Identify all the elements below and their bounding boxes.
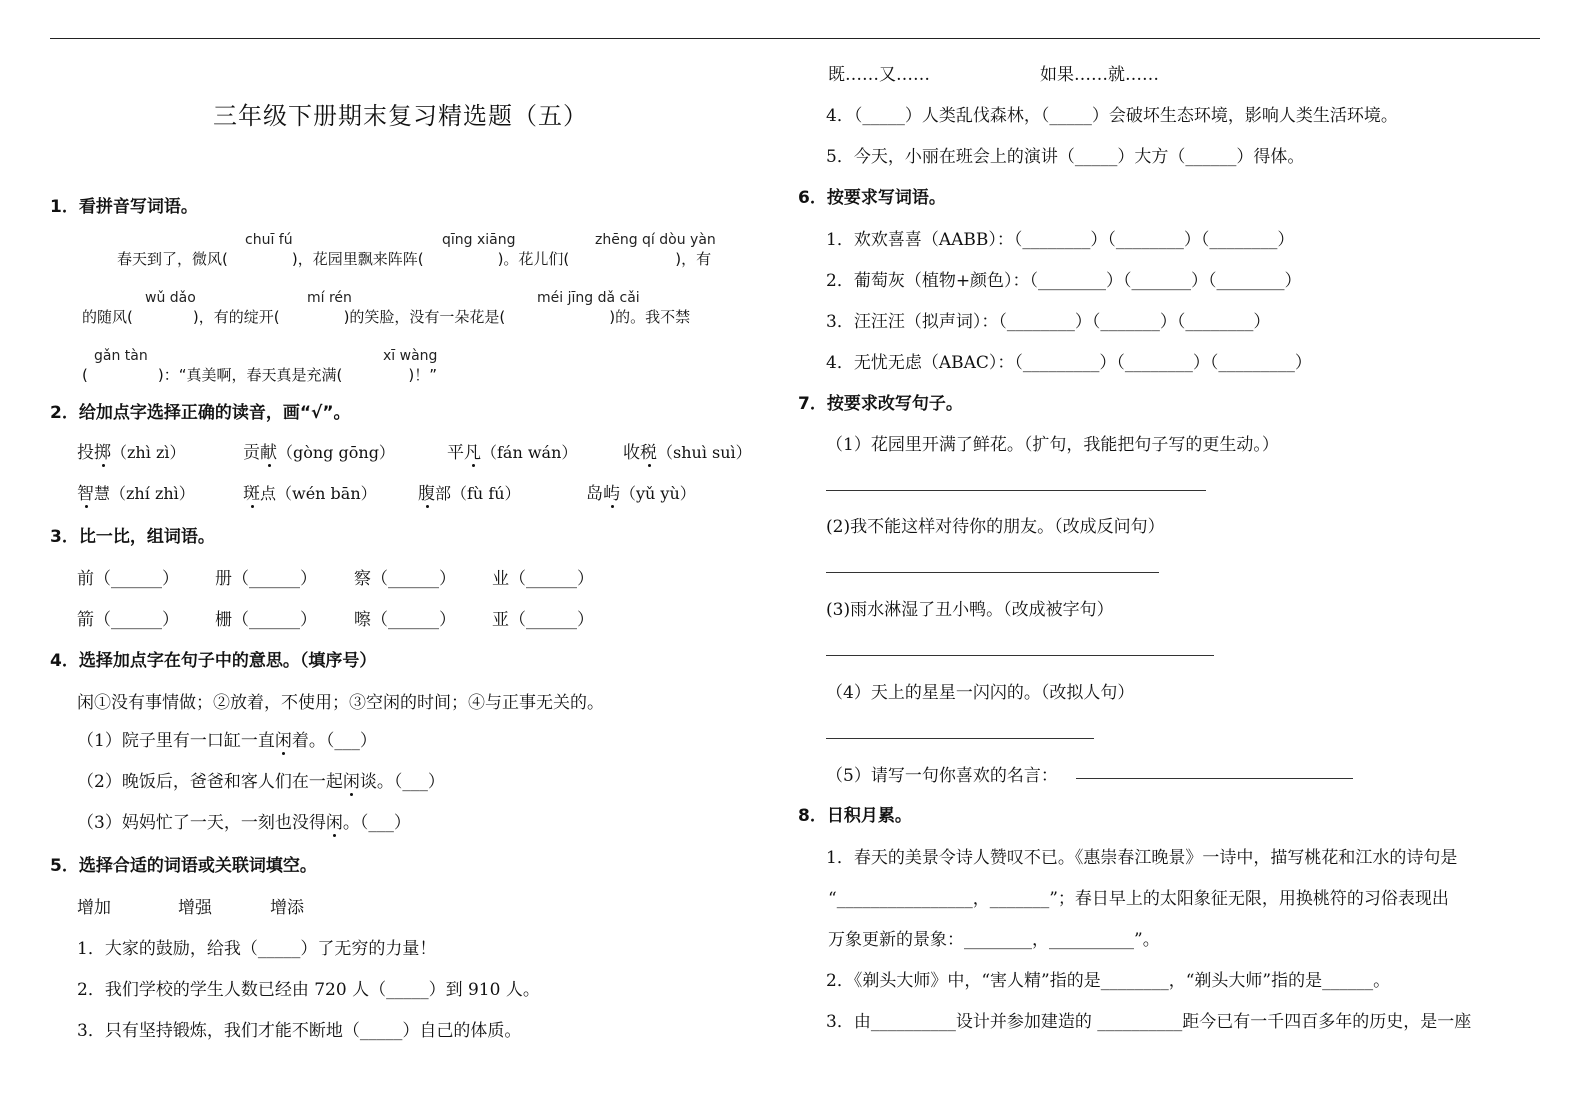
fill-item: 3．只有坚持锻炼，我们才能不断地（_____）自己的体质。	[77, 1021, 522, 1041]
dotted-char: 智	[77, 479, 94, 504]
pinyin-text: )的。我不禁	[609, 308, 691, 326]
pinyin-text: )，有	[675, 250, 712, 268]
question-8-heading: 8．日积月累。	[798, 806, 912, 826]
word-group: 前（______）	[77, 569, 179, 589]
word-choice: 增强	[178, 898, 212, 918]
top-rule	[50, 38, 1540, 39]
word-group: 察（______）	[354, 569, 456, 589]
accumulation-line: 3．由__________设计并参加建造的 __________距今已有一千四百多年的历史，是一座	[826, 1012, 1472, 1032]
pinyin-label: mí rén	[307, 290, 352, 306]
dotted-char: 凡	[464, 438, 481, 463]
word-group: 亚（______）	[492, 610, 594, 630]
question-3-heading: 3．比一比，组词语。	[50, 527, 215, 547]
pinyin-text: )！”	[408, 366, 437, 384]
dotted-char: 屿	[603, 479, 620, 504]
accumulation-line: 1．春天的美景令诗人赞叹不已。《惠崇春江晚景》一诗中，描写桃花和江水的诗句是	[826, 848, 1458, 868]
fill-item: 2．我们学校的学生人数已经由 720 人（_____）到 910 人。	[77, 980, 540, 1000]
rewrite-item: （1）花园里开满了鲜花。（扩句，我能把句子写的更生动。）	[826, 435, 1279, 455]
reading-choice: 智慧（zhí zhì）	[77, 479, 195, 504]
dotted-char: 献	[260, 438, 277, 463]
accumulation-line: 2．《剃头大师》中，“害人精”指的是________，“剃头大师”指的是______。	[826, 971, 1391, 991]
pinyin-text: )，有的绽开(	[192, 308, 280, 326]
rewrite-item: (2)我不能这样对待你的朋友。（改成反问句）	[826, 517, 1165, 537]
dotted-char: 闲	[326, 808, 343, 833]
pinyin-text: )：“真美啊，春天真是充满(	[157, 366, 343, 384]
word-group: 栅（______）	[215, 610, 317, 630]
pinyin-line-2	[82, 306, 690, 327]
reading-choice: 岛屿（yǔ yù）	[586, 479, 696, 504]
conjunction-choice: 既……又……	[828, 65, 930, 85]
answer-line[interactable]	[826, 738, 1094, 739]
question-2-heading: 2．给加点字选择正确的读音，画“√”。	[50, 403, 351, 423]
reading-choice: 投掷（zhì zì）	[77, 438, 186, 463]
fill-item: 5．今天，小丽在班会上的演讲（_____）大方（______）得体。	[826, 147, 1305, 167]
dotted-char: 闲	[343, 767, 360, 792]
word-choice: 增添	[270, 898, 304, 918]
word-item: 1．欢欢喜喜（AABB）：（________）（________）（________）	[826, 230, 1295, 250]
answer-line[interactable]	[826, 655, 1214, 656]
dotted-char: 腹	[418, 479, 435, 504]
pinyin-label: qīng xiāng	[442, 232, 516, 248]
word-item: 2．葡萄灰（植物+颜色）：（________）（_______）（________）	[826, 271, 1302, 291]
pinyin-label: chuī fú	[245, 232, 293, 248]
answer-line[interactable]	[826, 490, 1206, 491]
reading-choice: 收税（shuì suì）	[623, 438, 752, 463]
answer-line[interactable]	[826, 572, 1159, 573]
dotted-char: 斑	[243, 479, 260, 504]
reading-choice: 斑点（wén bān）	[243, 479, 377, 504]
word-group: 册（______）	[215, 569, 317, 589]
word-group: 箭（______）	[77, 610, 179, 630]
word-choice: 增加	[77, 898, 111, 918]
accumulation-line: 万象更新的景象：________，__________”。	[828, 930, 1160, 950]
question-7-heading: 7．按要求改写句子。	[798, 394, 963, 414]
answer-line[interactable]	[1076, 778, 1353, 779]
meaning-item: （3）妈妈忙了一天，一刻也没得闲。（___）	[77, 808, 411, 833]
word-item: 3．汪汪汪（拟声词）：（________）（_______）（________）	[826, 312, 1271, 332]
question-5-heading: 5．选择合适的词语或关联词填空。	[50, 856, 317, 876]
pinyin-line-3	[82, 364, 437, 385]
pinyin-label: xī wàng	[383, 348, 438, 364]
word-item: 4．无忧无虑（ABAC）：（_________）（________）（_________）	[826, 353, 1312, 373]
pinyin-text: )。花儿们(	[497, 250, 570, 268]
fill-item: 4．（_____）人类乱伐森林，（_____）会破坏生态环境，影响人类生活环境。	[826, 106, 1398, 126]
pinyin-text: )的笑脸，没有一朵花是(	[343, 308, 506, 326]
dotted-char: 掷	[94, 438, 111, 463]
reading-choice: 平凡（fán wán）	[447, 438, 577, 463]
word-group: 业（______）	[492, 569, 594, 589]
accumulation-line: “________________，_______”；春日早上的太阳象征无限，用换桃符的习俗表现出	[828, 889, 1449, 909]
meaning-item: （2）晚饭后，爸爸和客人们在一起闲谈。（___）	[77, 767, 445, 792]
rewrite-item: （5）请写一句你喜欢的名言：	[826, 766, 1058, 786]
dotted-char: 闲	[275, 726, 292, 751]
question-4-heading: 4．选择加点字在句子中的意思。（填序号）	[50, 651, 377, 671]
question-6-heading: 6．按要求写词语。	[798, 188, 946, 208]
pinyin-label: zhēng qí dòu yàn	[595, 232, 716, 248]
rewrite-item: (3)雨水淋湿了丑小鸭。（改成被字句）	[826, 600, 1114, 620]
rewrite-item: （4）天上的星星一闪闪的。（改拟人句）	[826, 683, 1135, 703]
word-group: 嚓（______）	[354, 610, 456, 630]
reading-choice: 腹部（fù fú）	[418, 479, 521, 504]
pinyin-label: gǎn tàn	[94, 348, 148, 364]
page-title: 三年级下册期末复习精选题（五）	[213, 102, 588, 130]
meaning-item: （1）院子里有一口缸一直闲着。（___）	[77, 726, 377, 751]
pinyin-text: (	[82, 366, 88, 384]
pinyin-text: 的随风(	[82, 308, 133, 326]
fill-item: 1．大家的鼓励，给我（_____）了无穷的力量！	[77, 939, 437, 959]
pinyin-label: wǔ dǎo	[145, 290, 196, 306]
conjunction-choice: 如果……就……	[1040, 65, 1159, 85]
pinyin-text: 春天到了，微风(	[117, 250, 228, 268]
pinyin-label: méi jīng dǎ cǎi	[537, 290, 640, 306]
pinyin-line-1	[117, 248, 711, 269]
dotted-char: 税	[640, 438, 657, 463]
question-1-heading: 1．看拼音写词语。	[50, 197, 198, 217]
meaning-list: 闲①没有事情做；②放着，不使用；③空闲的时间；④与正事无关的。	[77, 693, 604, 713]
pinyin-text: )，花园里飘来阵阵(	[291, 250, 424, 268]
reading-choice: 贡献（gòng gōng）	[243, 438, 395, 463]
